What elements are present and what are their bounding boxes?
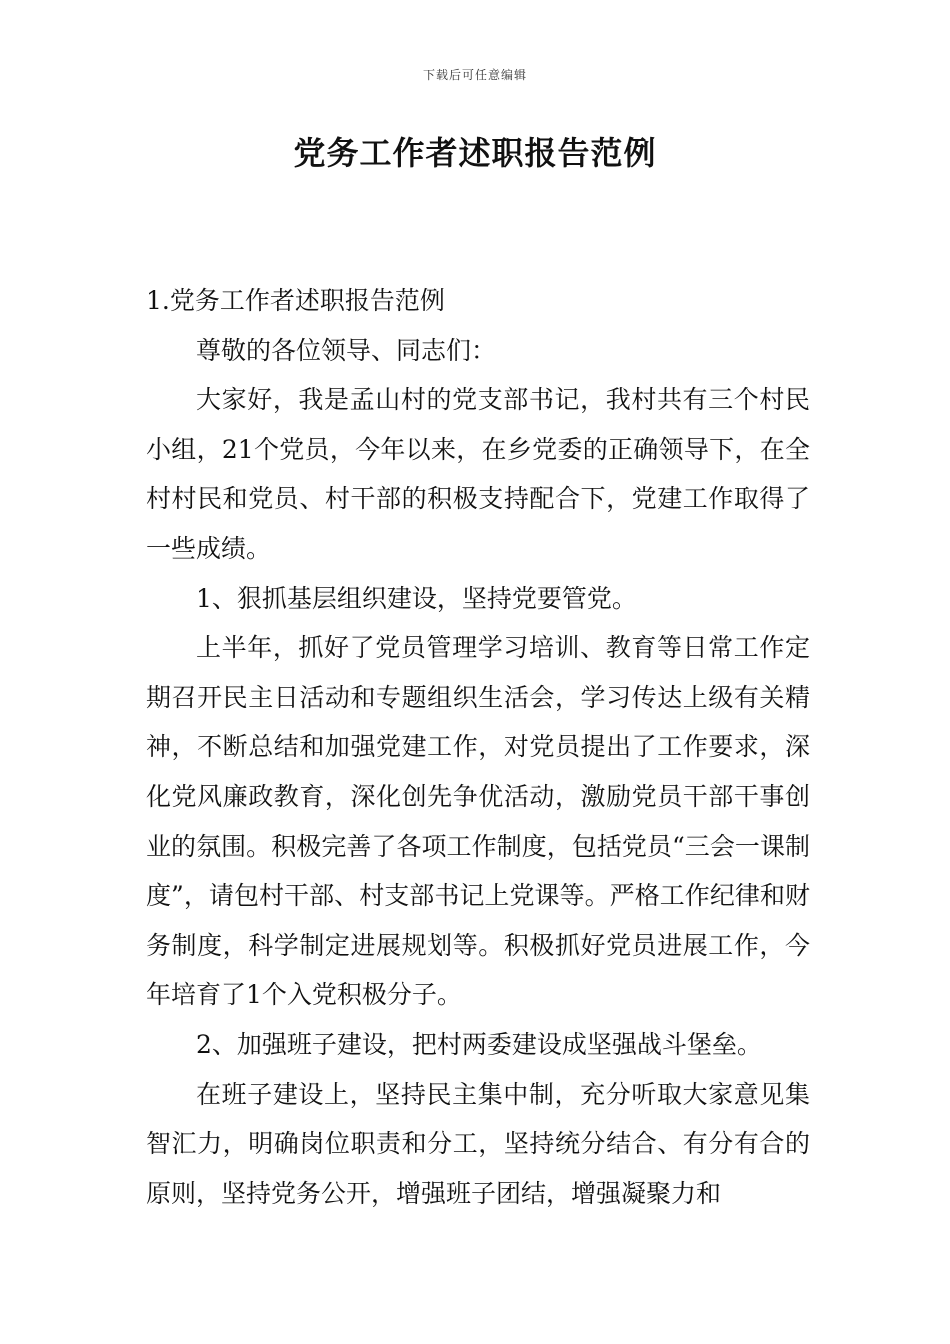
paragraph-section-2-body: 在班子建设上，坚持民主集中制，充分听取大家意见集智汇力，明确岗位职责和分工，坚持统分结合、有分有合的原则，坚持党务公开，增强班子团结，增强凝聚力和 xyxy=(146,1079,810,1208)
paragraph-heading: 1.党务工作者述职报告范例 xyxy=(146,286,445,315)
paragraph-section-1-heading: 1、狠抓基层组织建设，坚持党要管党。 xyxy=(196,583,637,613)
paragraph-section-1-body: 上半年，抓好了党员管理学习培训、教育等日常工作定期召开民主日活动和专题组织生活会，学习传达上级有关精神，不断总结和加强党建工作，对党员提出了工作要求，深化党风廉政教育，深化创先争优活动，激励党员干部干事创业的氛围。积极完善了各项工作制度，包括党员“三会一课制度”，请包村干部、村支部书记上党课等。严格工作纪律和财务制度，科学制定进展规划等。积极抓好党员进展工作，今年培育了1个入党积极分子。 xyxy=(146,633,810,1010)
header-note: 下载后可任意编辑 xyxy=(422,68,527,82)
document-title: 党务工作者述职报告范例 xyxy=(293,134,657,172)
paragraph-intro: 大家好，我是孟山村的党支部书记，我村共有三个村民小组，21个党员，今年以来，在乡党委的正确领导下，在全村村民和党员、村干部的积极支持配合下，党建工作取得了一些成绩。 xyxy=(146,385,810,563)
paragraph-section-2-heading: 2、加强班子建设，把村两委建设成坚强战斗堡垒。 xyxy=(196,1029,762,1059)
paragraph-salutation: 尊敬的各位领导、同志们： xyxy=(196,335,497,365)
document-body xyxy=(146,276,810,1218)
